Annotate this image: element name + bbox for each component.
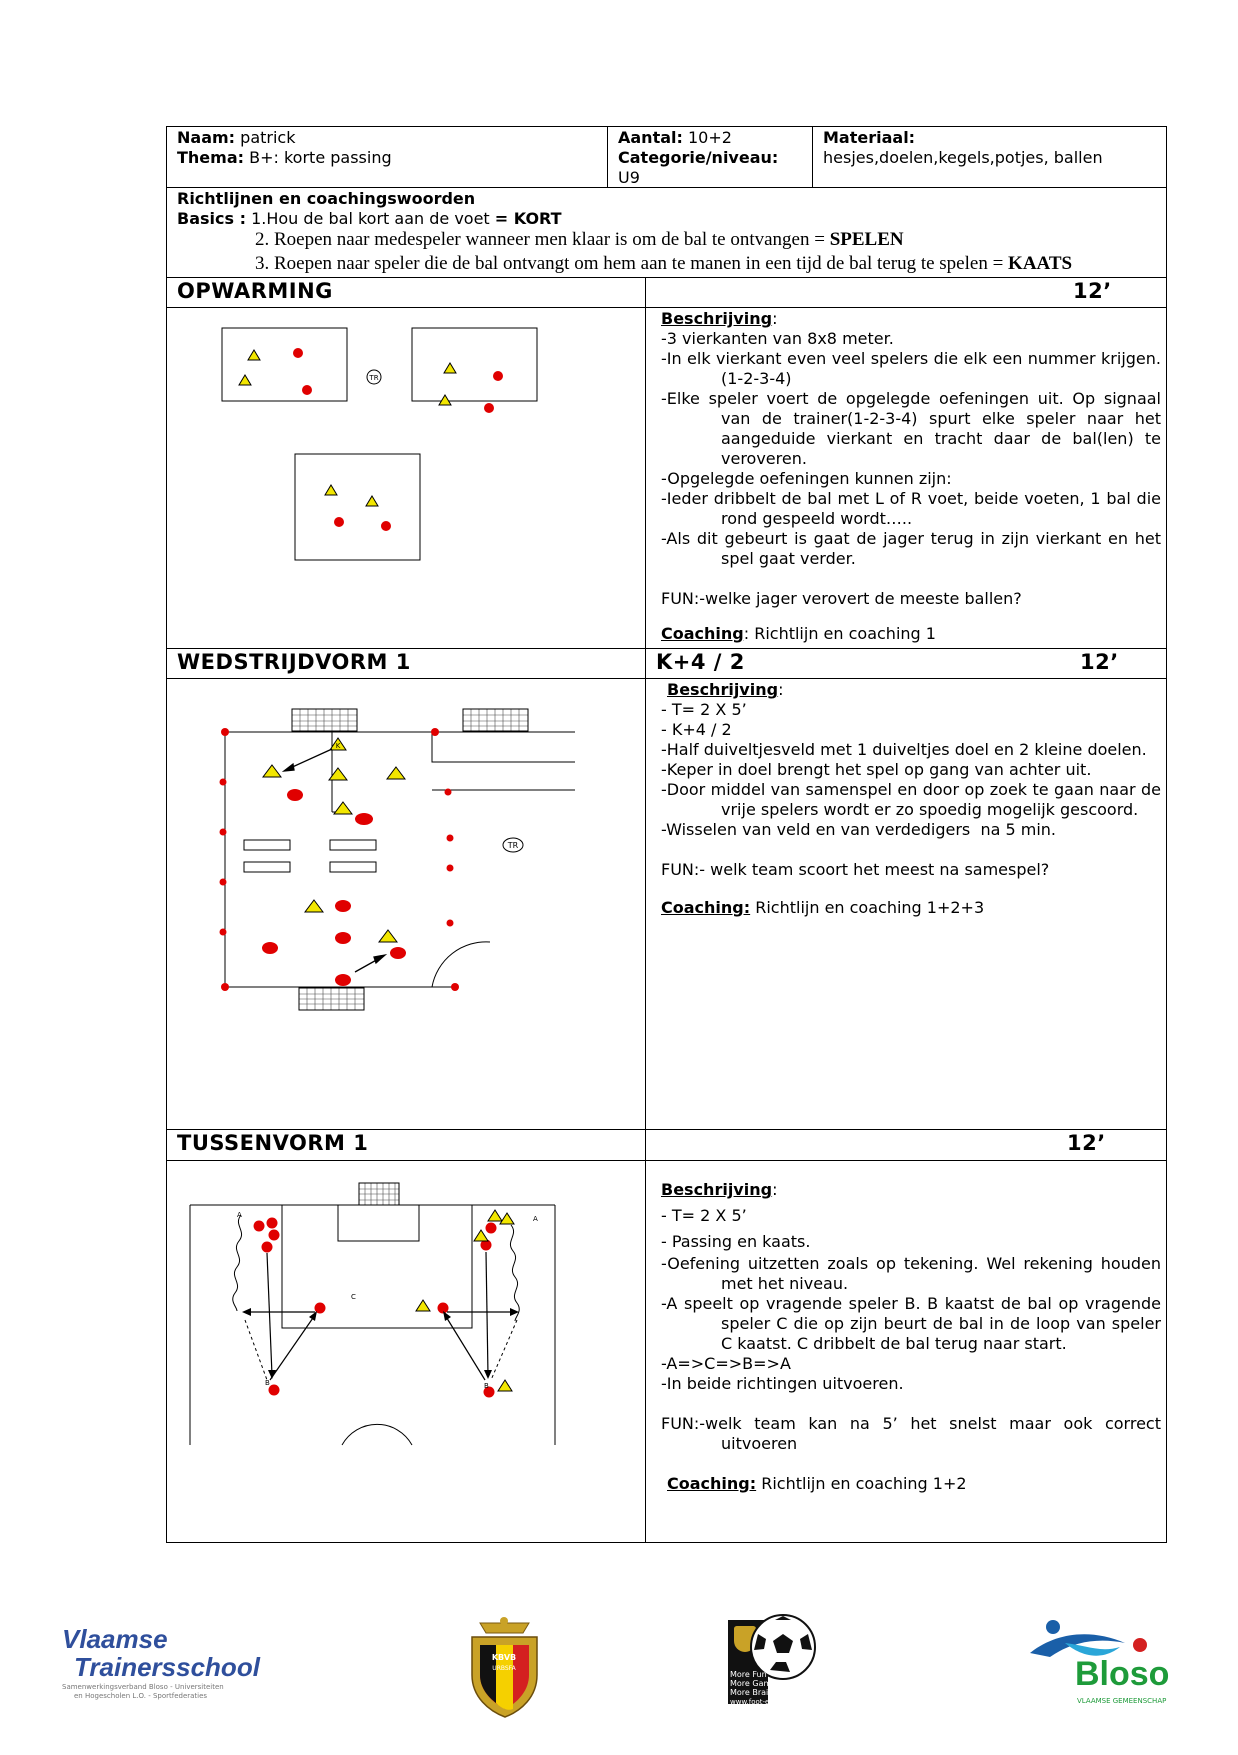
wedstrijdvorm-line-4: -Keper in doel brengt het spel op gang van achter uit. <box>661 760 1092 779</box>
player-icon <box>267 1218 278 1229</box>
marker-icon <box>221 983 229 991</box>
cone-icon <box>444 363 456 373</box>
logo-kbvb-crest <box>462 1615 547 1720</box>
tussenvorm-line-1: -Oefening uitzetten zoals op tekening. Wel rekening houden met het niveau. <box>661 1254 1161 1293</box>
player-icon <box>381 521 391 531</box>
marker-icon <box>220 929 227 936</box>
naam-label: Naam: <box>177 128 236 147</box>
logo-bloso <box>1025 1615 1195 1715</box>
tussenvorm-line-3: -A=>C=>B=>A <box>661 1354 791 1373</box>
fe-line2: More Games <box>730 1679 781 1688</box>
marker-icon <box>220 779 227 786</box>
trainer-label: TR <box>369 374 379 382</box>
player-icon <box>262 942 278 954</box>
cone-icon <box>239 375 251 385</box>
player-icon <box>302 385 312 395</box>
basics-label: Basics : <box>177 209 246 228</box>
marker-icon <box>220 879 227 886</box>
wedstrijdvorm-description: Beschrijving: - T= 2 X 5’ - K+4 / 2 -Half duiveltjesveld met 1 duiveltjes doel en 2 kleine doelen. -Keper in doel brengt het spel op gang van achter uit. -Door middel van samenspel en door op zoek te gaan naar de vrije spelers wordt er zo spoedig mogelijk gescoord. -Wisselen van veld en van verdedigers na 5 min. FUN:- welk team scoort het meest na samespel? Coaching: Richtlijn en coaching 1+2+3 <box>661 680 1161 917</box>
center-arc <box>342 1424 412 1445</box>
player-icon <box>486 1223 497 1234</box>
header-aantal-categorie <box>618 128 808 188</box>
naam-value: patrick <box>240 128 296 147</box>
aantal-value: 10+2 <box>688 128 732 147</box>
opwarming-title: OPWARMING <box>177 279 333 303</box>
dribble-path <box>233 1215 242 1311</box>
opwarming-line-3: -Elke speler voert de opgelegde oefeningen uit. Op signaal van de trainer(1-2-3-4) spurt elke speler naar het aangeduide vierkant en tracht daar de bal(len) te veroveren. <box>661 389 1161 468</box>
guideline-3-key: KAATS <box>1008 253 1073 274</box>
player-icon <box>355 813 373 825</box>
opwarming-coaching-label: Coaching <box>661 624 744 643</box>
opwarming-fun: FUN:-welke jager verovert de meeste ballen? <box>661 589 1022 608</box>
wedstrijdvorm-line-1: - T= 2 X 5’ <box>661 700 747 719</box>
kbvb-sub: URBSFA <box>492 1665 516 1672</box>
opwarming-time: 12’ <box>1073 279 1112 303</box>
wedstrijdvorm-subtitle: K+4 / 2 <box>656 650 745 674</box>
marker-icon <box>431 728 439 736</box>
aantal-label: Aantal: <box>618 128 683 147</box>
opwarming-line-4: -Opgelegde oefeningen kunnen zijn: <box>661 469 952 488</box>
label-b: B <box>484 1382 489 1390</box>
cone-icon <box>305 900 323 912</box>
player-icon <box>262 1242 273 1253</box>
player-icon <box>484 403 494 413</box>
thema-value: B+: korte passing <box>249 148 392 167</box>
keeper-label: K <box>335 742 341 750</box>
marker-icon <box>447 865 454 872</box>
label-b: B <box>265 1379 270 1387</box>
center-arc <box>432 942 490 987</box>
square-1 <box>222 328 347 401</box>
cone-icon <box>334 802 352 814</box>
logo-foot-education <box>728 1612 823 1712</box>
tussenvorm-fun: FUN:-welk team kan na 5’ het snelst maar ook correct uitvoeren <box>661 1414 1161 1453</box>
vts-line1: Vlaamse <box>62 1624 168 1654</box>
tussenvorm-line-4: -In beide richtingen uitvoeren. <box>661 1374 904 1393</box>
cone-icon <box>248 350 260 360</box>
guideline-1: 1.Hou de bal kort aan de voet <box>251 209 495 228</box>
guideline-1-key: = KORT <box>494 209 562 228</box>
cone-icon <box>387 767 405 779</box>
player-icon <box>390 947 406 959</box>
marker-icon <box>220 829 227 836</box>
wedstrijdvorm-line-3: -Half duiveltjesveld met 1 duiveltjes doel en 2 kleine doelen. <box>661 740 1147 759</box>
player-icon <box>287 789 303 801</box>
tussenvorm-line-passing: - Passing en kaats. <box>661 1232 811 1251</box>
tussenvorm-diagram <box>185 1175 560 1455</box>
cone-icon <box>325 485 337 495</box>
vts-sub2: en Hogescholen L.O. - Sportfederaties <box>74 1692 208 1700</box>
tussenvorm-coaching-text: Richtlijn en coaching 1+2 <box>756 1474 967 1493</box>
cone-icon <box>263 765 281 777</box>
label-c: C <box>351 1293 356 1301</box>
player-icon <box>269 1230 280 1241</box>
bloso-text: Bloso <box>1075 1655 1170 1693</box>
player-icon <box>438 1303 449 1314</box>
tussenvorm-time: 12’ <box>1067 1131 1106 1155</box>
square-3 <box>295 454 420 560</box>
opwarming-beschrijving-label: Beschrijving <box>661 309 773 328</box>
opwarming-diagram <box>200 320 560 570</box>
wedstrijdvorm-beschrijving-label: Beschrijving <box>667 680 779 699</box>
guidelines-title: Richtlijnen en coachingswoorden <box>177 189 476 208</box>
cone-icon <box>488 1210 502 1221</box>
mini-goal-icon <box>244 840 290 850</box>
player-icon <box>335 974 351 986</box>
opwarming-description: Beschrijving: -3 vierkanten van 8x8 meter. -In elk vierkant even veel spelers die elk een nummer krijgen. (1-2-3-4) -Elke speler voert de opgelegde oefeningen uit. Op signaal van de trainer(1-2-3-4) spurt elke speler naar het aangeduide vierkant en tracht daar de bal(len) te veroveren. -Opgelegde oefeningen kunnen zijn: -Ieder dribbelt de bal met L of R voet, beide voeten, 1 bal die rond gespeeld wordt….. -Als dit gebeurt is gaat de jager terug in zijn vierkant en het spel gaat verder. FUN:-welke jager verovert de meeste ballen? Coaching: Richtlijn en coaching 1 <box>661 309 1161 643</box>
wedstrijdvorm-line-5: -Door middel van samenspel en door op zoek te gaan naar de vrije spelers wordt er zo spoedig mogelijk gescoord. <box>661 780 1161 819</box>
header-materiaal <box>823 128 1163 168</box>
wedstrijdvorm-diagram <box>210 700 590 1020</box>
wedstrijdvorm-line-6: -Wisselen van veld en van verdedigers na 5 min. <box>661 820 1056 839</box>
header-naam-thema <box>177 128 597 168</box>
goal-icon <box>463 709 528 731</box>
marker-icon <box>451 983 459 991</box>
cone-icon <box>366 496 378 506</box>
tussenvorm-description: Beschrijving: - T= 2 X 5’ - Passing en kaats. -Oefening uitzetten zoals op tekening. Wel rekening houden met het niveau. -A speelt op vragende speler B. B kaatst de bal op vragende speler C die op zijn beurt de bal in de loop van speler C kaatst. C dribbelt de bal terug naar start. -A=>C=>B=>A -In beide richtingen uitvoeren. FUN:-welk team kan na 5’ het snelst maar ook correct uitvoeren Coaching: Richtlijn en coaching 1+2 <box>661 1180 1161 1493</box>
wedstrijdvorm-line-2: - K+4 / 2 <box>661 720 732 739</box>
tussenvorm-line-t: - T= 2 X 5’ <box>661 1206 747 1225</box>
materiaal-label: Materiaal: <box>823 128 916 147</box>
tussenvorm-line-2: -A speelt op vragende speler B. B kaatst de bal op vragende speler C die op zijn beurt de bal in de loop van speler C kaatst. C dribbelt de bal terug naar start. <box>661 1294 1161 1353</box>
marker-icon <box>445 789 452 796</box>
trainer-label: TR <box>507 841 519 850</box>
guideline-3-text: 3. Roepen naar speler die de bal ontvangt om hem aan te manen in een tijd de bal terug te spelen = <box>255 253 1009 274</box>
fe-url: www.foot-education.be <box>730 1698 811 1706</box>
cone-icon <box>500 1213 514 1224</box>
opwarming-line-5: -Ieder dribbelt de bal met L of R voet, beide voeten, 1 bal die rond gespeeld wordt….. <box>661 489 1161 528</box>
wedstrijdvorm-coaching-label: Coaching: <box>661 898 751 917</box>
mini-goal-icon <box>330 840 376 850</box>
opwarming-line-2: -In elk vierkant even veel spelers die elk een nummer krijgen. (1-2-3-4) <box>661 349 1161 388</box>
wedstrijdvorm-title: WEDSTRIJDVORM 1 <box>177 650 411 674</box>
dribble-path <box>510 1225 519 1321</box>
vts-sub1: Samenwerkingsverband Bloso - Universiteiten <box>62 1683 224 1691</box>
opwarming-coaching-text: : Richtlijn en coaching 1 <box>743 624 936 643</box>
player-icon <box>335 900 351 912</box>
goal-area <box>338 1205 419 1241</box>
player-icon <box>293 348 303 358</box>
player-icon <box>493 371 503 381</box>
mini-goal-icon <box>330 862 376 872</box>
cone-icon <box>416 1300 430 1311</box>
label-a: A <box>533 1215 538 1223</box>
player-icon <box>335 932 351 944</box>
player-icon <box>334 517 344 527</box>
label-a: A <box>237 1211 242 1219</box>
player-icon <box>269 1385 280 1396</box>
tussenvorm-title: TUSSENVORM 1 <box>177 1131 369 1155</box>
wedstrijdvorm-time: 12’ <box>1080 650 1119 674</box>
guideline-2-text: 2. Roepen naar medespeler wanneer men klaar is om de bal te ontvangen = <box>255 229 830 250</box>
categorie-label: Categorie/niveau: <box>618 148 779 167</box>
cone-icon <box>498 1380 512 1391</box>
marker-icon <box>221 728 229 736</box>
wedstrijdvorm-coaching-text: Richtlijn en coaching 1+2+3 <box>750 898 985 917</box>
guideline-2 <box>255 228 1165 252</box>
cone-icon <box>474 1230 488 1241</box>
fe-line3: More Brains <box>730 1688 778 1697</box>
categorie-value: U9 <box>618 168 640 187</box>
wedstrijdvorm-fun: FUN:- welk team scoort het meest na samespel? <box>661 860 1050 879</box>
thema-label: Thema: <box>177 148 245 167</box>
tussenvorm-beschrijving-label: Beschrijving <box>661 1180 773 1199</box>
tussenvorm-coaching-label: Coaching: <box>667 1474 757 1493</box>
opwarming-line-6: -Als dit gebeurt is gaat de jager terug in zijn vierkant en het spel gaat verder. <box>661 529 1161 568</box>
opwarming-line-1: -3 vierkanten van 8x8 meter. <box>661 329 894 348</box>
fe-line1: More Fun <box>730 1670 767 1679</box>
guideline-3 <box>255 252 1165 276</box>
mini-goal-icon <box>244 862 290 872</box>
square-2 <box>412 328 537 401</box>
bloso-sub: VLAAMSE GEMEENSCHAP <box>1077 1697 1167 1705</box>
cone-icon <box>379 930 397 942</box>
player-icon <box>254 1221 265 1232</box>
marker-icon <box>447 920 454 927</box>
cone-icon <box>439 395 451 405</box>
marker-icon <box>447 835 454 842</box>
goal-icon <box>292 709 357 731</box>
guidelines-block <box>177 189 1162 229</box>
logo-vlaamse-trainersschool <box>62 1625 292 1705</box>
materiaal-value: hesjes,doelen,kegels,potjes, ballen <box>823 148 1103 167</box>
vts-line2: Trainersschool <box>74 1652 260 1682</box>
kbvb-text: KBVB <box>491 1653 517 1662</box>
guideline-2-key: SPELEN <box>829 229 904 250</box>
